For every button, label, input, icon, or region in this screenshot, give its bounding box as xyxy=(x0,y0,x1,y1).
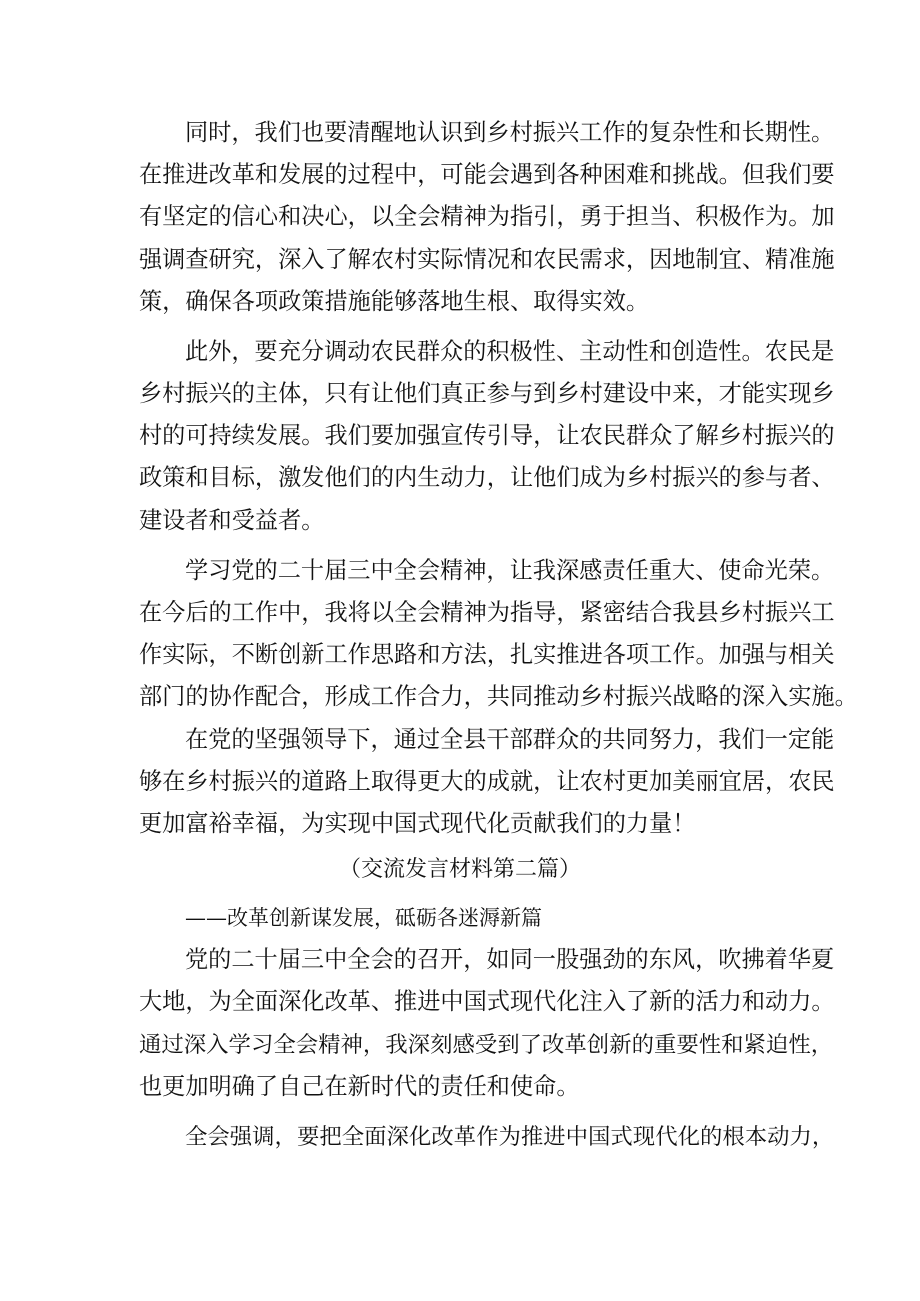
text-line: 有坚定的信心和决心，以全会精神为指引，勇于担当、积极作为。加 xyxy=(139,203,835,230)
text-line: 部门的协作配合，形成工作合力，共同推动乡村振兴战略的深入实施。 xyxy=(139,683,858,710)
text-line: 学习党的二十届三中全会精神，让我深感责任重大、使命光荣。 xyxy=(185,557,835,584)
text-line: 也更加明确了自己在新时代的责任和使命。 xyxy=(139,1073,580,1100)
text-line: 在党的坚强领导下，通过全县干部群众的共同努力，我们一定能 xyxy=(185,726,835,753)
text-line: 通过深入学习全会精神，我深刻感受到了改革创新的重要性和紧迫性， xyxy=(139,1032,834,1058)
text-line: 此外，要充分调动农民群众的积极性、主动性和创造性。农民是 xyxy=(185,338,835,365)
text-line: 在今后的工作中，我将以全会精神为指导，紧密结合我县乡村振兴工 xyxy=(139,599,835,626)
text-line: 作实际，不断创新工作思路和方法，扎实推进各项工作。加强与相关 xyxy=(139,641,835,668)
text-line: 在推进改革和发展的过程中，可能会遇到各种困难和挑战。但我们要 xyxy=(139,161,835,188)
text-line: 策，确保各项政策措施能够落地生根、取得实效。 xyxy=(139,288,650,315)
text-line: 党的二十届三中全会的召开，如同一股强劲的东风，吹拂着华夏 xyxy=(185,946,835,973)
text-line: 大地，为全面深化改革、推进中国式现代化注入了新的活力和动力。 xyxy=(139,988,835,1015)
section-heading: （交流发言材料第二篇） xyxy=(338,857,581,882)
text-line: 强调查研究，深入了解农村实际情况和农民需求，因地制宜、精准施 xyxy=(139,246,835,273)
text-line: 更加富裕幸福，为实现中国式现代化贡献我们的力量！ xyxy=(139,810,696,837)
text-line: 政策和目标，激发他们的内生动力，让他们成为乡村振兴的参与者、 xyxy=(139,464,835,491)
text-line: 村的可持续发展。我们要加强宣传引导，让农民群众了解乡村振兴的 xyxy=(139,422,835,449)
text-line: 够在乡村振兴的道路上取得更大的成就，让农村更加美丽宜居，农民 xyxy=(139,768,835,795)
text-line: 同时，我们也要清醒地认识到乡村振兴工作的复杂性和长期性。 xyxy=(185,119,835,146)
section-subtitle: ——改革创新谋发展，砥砺各迷溽新篇 xyxy=(185,906,542,930)
text-line: 全会强调，要把全面深化改革作为推进中国式现代化的根本动力， xyxy=(185,1124,835,1150)
text-line: 乡村振兴的主体，只有让他们真正参与到乡村建设中来，才能实现乡 xyxy=(139,380,835,407)
text-line: 建设者和受益者。 xyxy=(139,507,325,534)
